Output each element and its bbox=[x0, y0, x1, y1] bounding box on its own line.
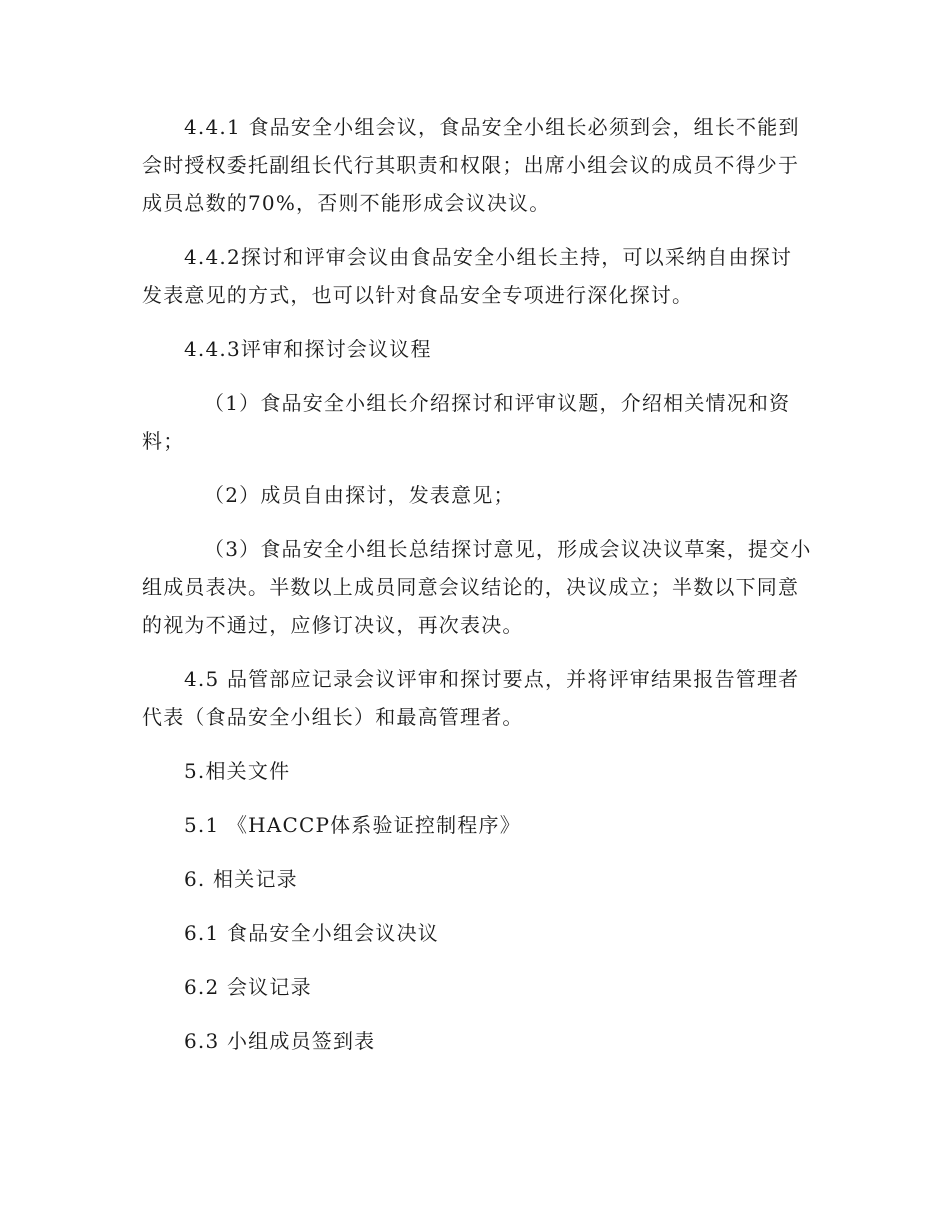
paragraph-6-3: 6.3 小组成员签到表 bbox=[184, 1029, 376, 1053]
section-heading-related-files: 5.相关文件 bbox=[184, 759, 291, 783]
paragraph-4-4-3-item-3: （3）食品安全小组长总结探讨意见，形成会议决议草案，提交小组成员表决。半数以上成员同意会议结论的，决议成立；半数以下同意的视为不通过，应修订决议，再次表决。 bbox=[142, 537, 812, 637]
paragraph-4-4-3-item-2: （2）成员自由探讨，发表意见； bbox=[204, 483, 515, 507]
paragraph-6-1: 6.1 食品安全小组会议决议 bbox=[184, 921, 439, 945]
paragraph-4-4-3: 4.4.3评审和探讨会议议程 bbox=[184, 337, 432, 361]
paragraph-5-1: 5.1 《HACCP体系验证控制程序》 bbox=[184, 813, 521, 837]
paragraph-4-4-1: 4.4.1 食品安全小组会议，食品安全小组长必须到会，组长不能到会时授权委托副组长代行其职责和权限；出席小组会议的成员不得少于成员总数的70%，否则不能形成会议决议。 bbox=[142, 115, 800, 215]
paragraph-4-5: 4.5 品管部应记录会议评审和探讨要点，并将评审结果报告管理者代表（食品安全小组长）和最高管理者。 bbox=[142, 667, 800, 729]
paragraph-4-4-2: 4.4.2探讨和评审会议由食品安全小组长主持，可以采纳自由探讨发表意见的方式，也可以针对食品安全专项进行深化探讨。 bbox=[142, 245, 793, 307]
section-heading-related-records: 6. 相关记录 bbox=[184, 867, 298, 891]
paragraph-4-4-3-item-1: （1）食品安全小组长介绍探讨和评审议题，介绍相关情况和资料； bbox=[142, 391, 791, 453]
paragraph-6-2: 6.2 会议记录 bbox=[184, 975, 312, 999]
document-body bbox=[142, 108, 812, 1076]
